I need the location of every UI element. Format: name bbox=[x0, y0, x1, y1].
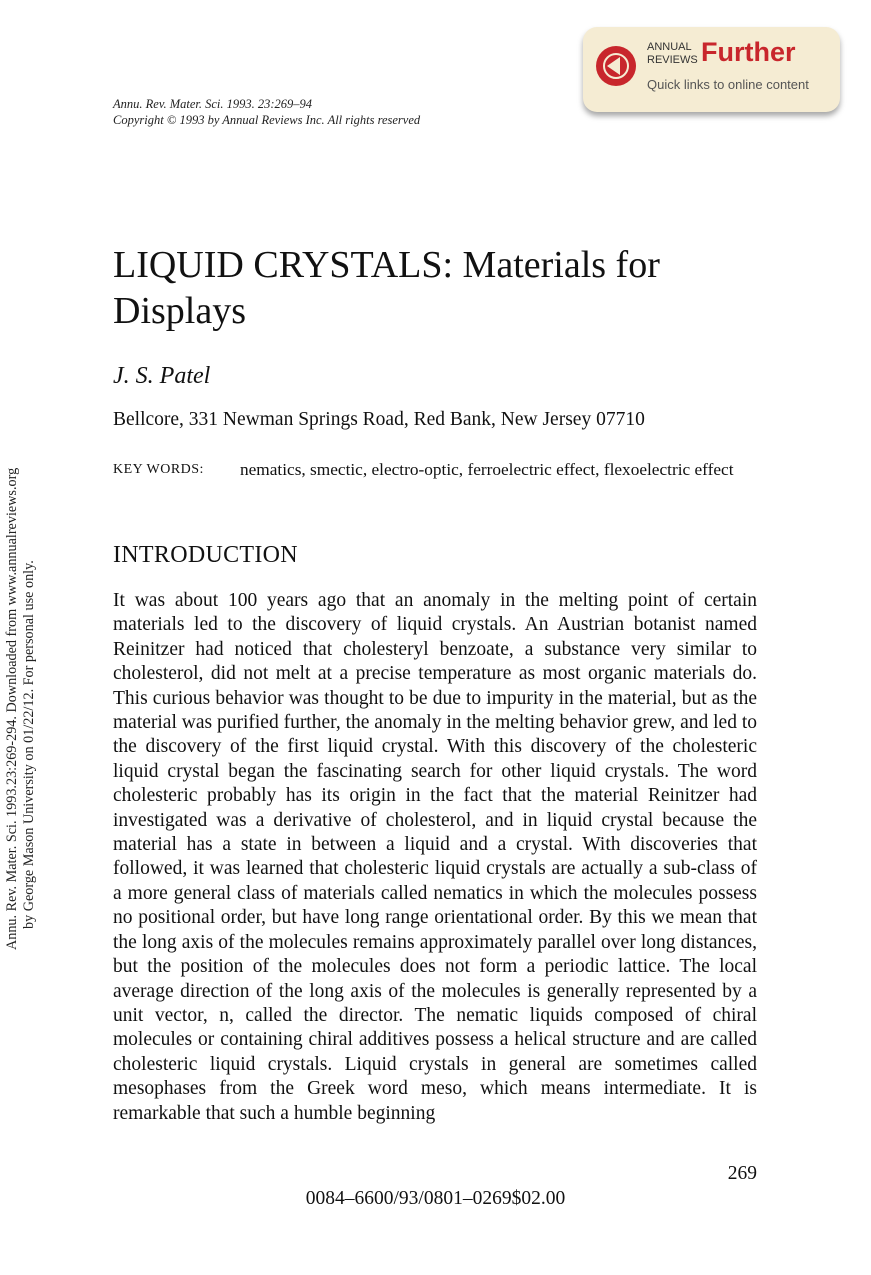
keywords-text: nematics, smectic, electro-optic, ferroelectric effect, flexoelectric effect bbox=[240, 460, 734, 479]
section-heading: INTRODUCTION bbox=[113, 542, 298, 568]
author-affiliation: Bellcore, 331 Newman Springs Road, Red Bank, New Jersey 07710 bbox=[113, 409, 645, 430]
badge-subtitle: Quick links to online content bbox=[647, 77, 809, 92]
badge-reviews-text: REVIEWS bbox=[647, 54, 698, 66]
citation-line-2: Copyright © 1993 by Annual Reviews Inc. All rights reserved bbox=[113, 113, 421, 127]
journal-citation bbox=[113, 96, 420, 128]
download-notice bbox=[4, 350, 44, 950]
download-notice-line-2: by George Mason University on 01/22/12. For personal use only. bbox=[21, 560, 37, 929]
badge-annual-text: ANNUAL bbox=[647, 41, 692, 53]
author-name: J. S. Patel bbox=[113, 363, 211, 389]
footer-code: 0084–6600/93/0801–0269$02.00 bbox=[305, 1188, 566, 1209]
download-notice-line-1: Annu. Rev. Mater. Sci. 1993.23:269-294. Downloaded from www.annualreviews.org bbox=[4, 467, 20, 950]
citation-line-1: Annu. Rev. Mater. Sci. 1993. 23:269–94 bbox=[113, 97, 313, 111]
badge-further-text: Further bbox=[701, 37, 796, 67]
back-arrow-circle-icon bbox=[596, 46, 636, 86]
body-paragraph: It was about 100 years ago that an anomaly in the melting point of certain materials led to the discovery of liquid crystals. An Austrian botanist named Reinitzer had noticed that cholesteryl benzoate, a substance very similar to cholesterol, did not melt at a precise temperature as most organic materials do. This curious behavior was thought to be due to impurity in the material, but as the material was purified further, the anomaly in the melting behavior grew, and led to the discovery of the first liquid crystal. With this discovery of the cholesteric liquid crystal began the fascinating search for other liquid crystals. The word cholesteric probably has its origin in the fact that the material Reinitzer had investigated was a derivative of cholesterol, and in liquid crystal because the material has a state in between a liquid and a crystal. With discoveries that followed, it was learned that cholesteric liquid crystals are actually a sub-class of a more general class of materials called nematics in which the molecules possess no positional order, but have long range orientational order. By this we mean that the long axis of the molecules remains approximately parallel over long distances, but the position of the molecules does not form a periodic lattice. The local average direction of the long axis of the molecules is generally represented by a unit vector, n, called the director. The nematic liquids composed of chiral molecules or containing chiral additives possess a helical structure and are called cholesteric liquid crystals. Liquid crystals in general are sometimes called mesophases from the Greek word meso, which means intermediate. It is remarkable that such a humble beginning bbox=[113, 590, 757, 1124]
keywords-label: KEY WORDS: bbox=[113, 462, 204, 477]
page-number: 269 bbox=[727, 1163, 757, 1184]
further-quick-links-badge[interactable] bbox=[583, 27, 840, 112]
article-title: LIQUID CRYSTALS: Materials for Displays bbox=[113, 244, 660, 332]
